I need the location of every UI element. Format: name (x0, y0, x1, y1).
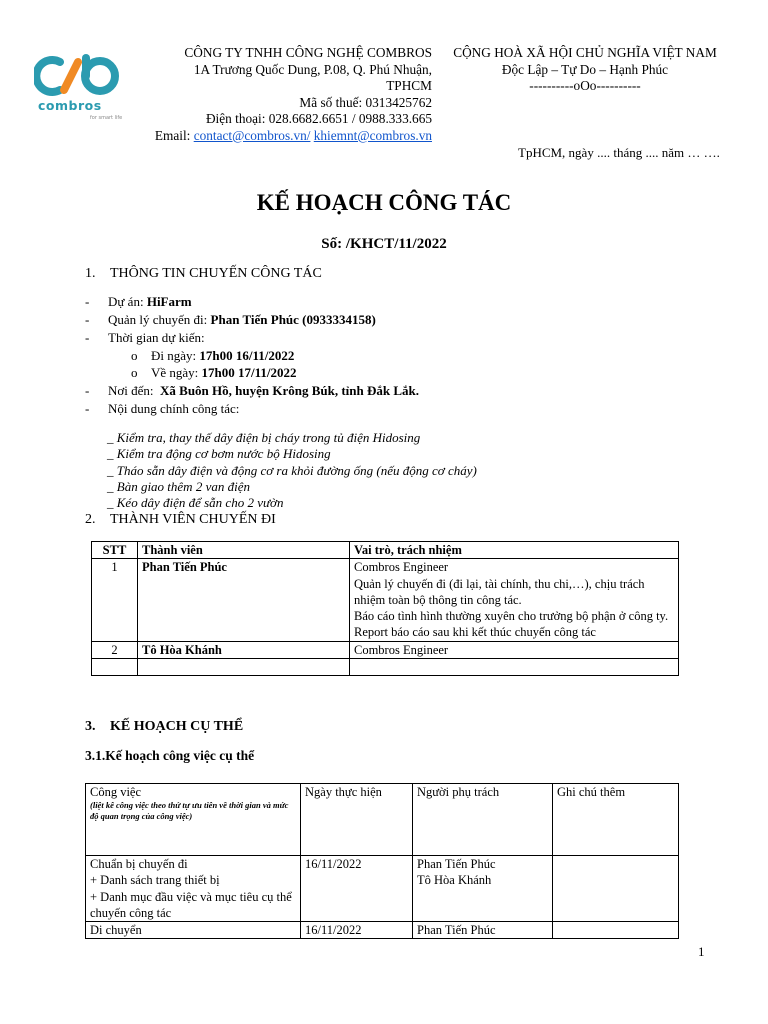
destination-item: Nơi đến: Xã Buôn Hồ, huyện Krông Búk, tỉnh Đắk Lắk. (108, 383, 420, 398)
table-row: 2 Tô Hòa Khánh Combros Engineer (92, 641, 679, 658)
col-owner: Người phụ trách (413, 784, 553, 856)
dateline: TpHCM, ngày .... tháng .... năm … …. (518, 145, 720, 160)
national-motto: Độc Lập – Tự Do – Hạnh Phúc (501, 61, 669, 77)
page-number: 1 (698, 944, 705, 959)
table-row: 1 Phan Tiến Phúc Combros Engineer Quản lý chuyến đi (đi lại, tài chính, thu chi,…), chịu trách nhiệm toàn bộ thông tin công tác. Báo cáo tình hình thường xuyên cho trưởng bộ phận ở công ty. Report báo cáo sau khi kết thúc chuyến công tác (92, 559, 679, 641)
national-title: CỘNG HOÀ XÃ HỘI CHỦ NGHĨA VIỆT NAM (453, 45, 717, 60)
project-item: Dự án: HiFarm (108, 294, 192, 309)
task-item: _ Bàn giao thêm 2 van điện (107, 478, 250, 494)
national-header (440, 45, 730, 95)
col-task-note: (liệt kê công việc theo thứ tự ưu tiên về thời gian và mức độ quan trọng của công việc) (90, 800, 289, 822)
tax-code: Mã số thuế: 0313425762 (299, 94, 432, 110)
phone: Điện thoại: 028.6682.6651 / 0988.333.665 (205, 111, 432, 126)
col-task: Công việc (90, 785, 142, 799)
task-item: _ Kiểm tra, thay thế dây điện bị cháy trong tủ điện Hidosing (107, 430, 421, 445)
address-line-1: 1A Trương Quốc Dung, P.08, Q. Phú Nhuận, (193, 61, 432, 77)
email-link-khiemnt[interactable]: khiemnt@combros.vn (313, 127, 432, 143)
section-2-heading: 2. THÀNH VIÊN CHUYẾN ĐI (85, 512, 276, 527)
address-line-2: TPHCM (386, 78, 432, 93)
logo-tagline: for smart life (90, 115, 123, 121)
table-row: Chuẩn bị chuyến đi + Danh sách trang thiết bị + Danh mục đầu việc và mục tiêu cụ thể chuyến công tác 16/11/2022 Phan Tiến Phúc Tô Hòa Khánh (86, 856, 679, 922)
section-3-heading: 3. KẾ HOẠCH CỤ THỂ (85, 719, 244, 734)
col-note: Ghi chú thêm (553, 784, 679, 856)
work-plan-table (85, 783, 679, 939)
depart-item: Đi ngày: 17h00 16/11/2022 (151, 348, 295, 363)
section-3-1-heading: 3.1.Kế hoạch công việc cụ thể (85, 748, 255, 763)
document-number: Số: /KHCT/11/2022 (321, 236, 447, 252)
task-item: _ Tháo sẵn dây điện và động cơ ra khỏi đường ống (nếu động cơ cháy) (107, 462, 477, 478)
task-item: _ Kéo dây điện để sẵn cho 2 vườn (107, 495, 284, 511)
table-header-row (86, 784, 679, 856)
task-list (107, 430, 707, 511)
combros-logo-icon (34, 52, 134, 100)
return-item: Về ngày: 17h00 17/11/2022 (151, 365, 297, 380)
email-link-contact[interactable]: contact@combros.vn/ (193, 127, 311, 143)
ornament-line: ----------oOo---------- (529, 78, 641, 93)
email-line (140, 128, 432, 145)
company-name: CÔNG TY TNHH CÔNG NGHỆ COMBROS (184, 45, 432, 60)
logo-brand: combros (38, 98, 102, 113)
col-stt: STT (92, 542, 138, 559)
section-1-heading: 1. THÔNG TIN CHUYẾN CÔNG TÁC (85, 266, 322, 281)
task-item: _ Kiểm tra động cơ bơm nước bộ Hidosing (107, 446, 331, 462)
content-item: Nội dung chính công tác: (108, 401, 240, 416)
col-member: Thành viên (138, 542, 350, 559)
company-info (140, 45, 432, 144)
col-date: Ngày thực hiện (301, 784, 413, 856)
table-row-empty (92, 659, 679, 676)
table-header-row (92, 542, 679, 559)
time-item: Thời gian dự kiến: (108, 330, 205, 345)
table-row: Di chuyển 16/11/2022 Phan Tiến Phúc (86, 922, 679, 939)
members-table (91, 541, 679, 676)
manager-item: Quản lý chuyến đi: Phan Tiến Phúc (0933334158) (108, 312, 376, 327)
document-title: KẾ HOẠCH CÔNG TÁC (256, 190, 512, 215)
col-role: Vai trò, trách nhiệm (350, 542, 679, 559)
trip-info-list: - Dự án: HiFarm - Quản lý chuyến đi: Phan Tiến Phúc (0933334158) - Thời gian dự kiến: o Đi ngày: 17h00 16/11/2022 o Về ngày: 17h00 17/11/2022 - Nơi đến: Xã Buôn Hồ, huyện Krông Búk, tỉnh Đắk Lắk. - Nội dung chính công tác: (85, 294, 420, 416)
company-logo (34, 52, 134, 127)
email-label: Email: (154, 127, 191, 143)
